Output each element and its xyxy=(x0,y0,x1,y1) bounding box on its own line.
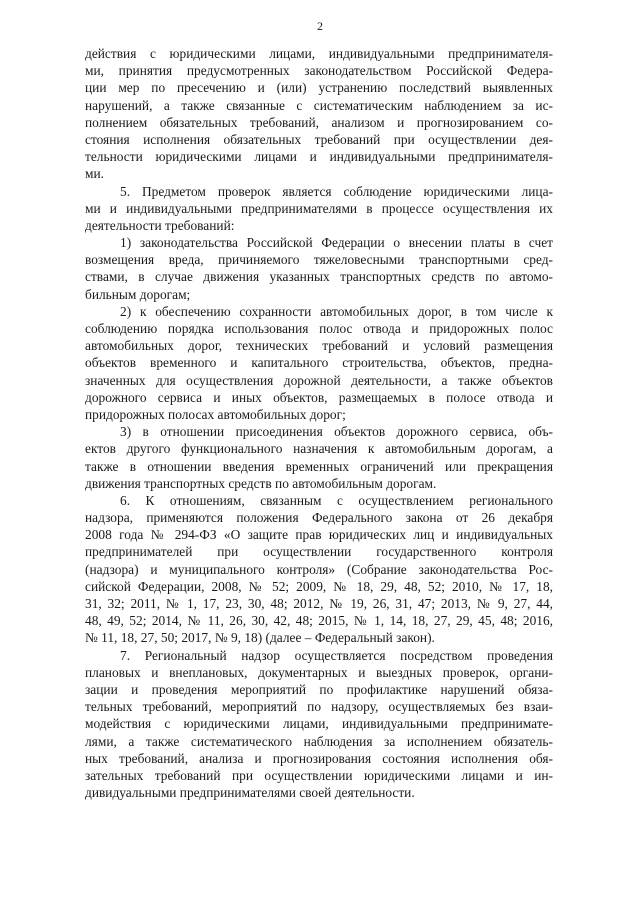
text-line: полнением обязательных требований, анализом и прогнозированием со- xyxy=(85,114,553,130)
text-line: также в отношении введения временных ограничений или прекращения xyxy=(85,458,553,474)
text-line: 2008 года № 294-ФЗ «О защите прав юридических лиц и индивидуальных xyxy=(85,527,553,543)
text-line: зательных требований при осуществлении юридическими лицами и ин- xyxy=(85,767,553,783)
text-line: придорожных полосах автомобильных дорог; xyxy=(85,406,346,422)
text-line: ектов другого функционального назначения к автомобильным дорогам, а xyxy=(85,441,553,457)
text-line: 31, 32; 2011, № 1, 17, 23, 30, 48; 2012, № 19, 26, 31, 47; 2013, № 9, 27, 44, xyxy=(85,596,553,611)
paragraph xyxy=(85,45,553,183)
text-line: ми, принятия предусмотренных законодательством Российской Федера- xyxy=(85,63,553,79)
text-line: возмещения вреда, причиняемого тяжеловесными транспортными сред- xyxy=(85,252,553,268)
text-line: деятельности требований: xyxy=(85,217,235,233)
text-line: стояния исполнения обязательных требований при осуществлении дея- xyxy=(85,131,553,147)
text-line: ми и индивидуальными предпринимателями в процессе осуществления их xyxy=(85,200,553,216)
text-line: 3) в отношении присоединения объектов дорожного сервиса, объ- xyxy=(120,424,553,440)
text-line: предпринимателей при осуществлении государственного контроля xyxy=(85,544,553,560)
paragraph xyxy=(85,303,553,423)
paragraph xyxy=(85,183,553,235)
text-line: 7. Региональный надзор осуществляется посредством проведения xyxy=(120,647,553,663)
page-number: 2 xyxy=(317,19,323,33)
text-line: ции мер по пресечению и (или) устранению последствий выявленных xyxy=(85,80,553,96)
text-line: надзора, применяются положения Федерального закона от 26 декабря xyxy=(85,510,553,526)
paragraph xyxy=(85,234,553,303)
text-line: соблюдению порядка использования полос отвода и придорожных полос xyxy=(85,321,553,336)
text-line: (надзора) и муниципального контроля» (Собрание законодательства Рос- xyxy=(85,561,553,577)
text-line: дорожного сервиса и иных объектов, размещаемых в полосе отвода и xyxy=(85,389,553,405)
text-line: нарушений, а также связанные с систематическим наблюдением за ис- xyxy=(85,97,553,113)
text-line: движения транспортных средств по автомобильным дорогам. xyxy=(85,475,437,491)
text-line: 1) законодательства Российской Федерации о внесении платы в счет xyxy=(120,235,553,251)
paragraph xyxy=(85,423,553,492)
text-line: действия с юридическими лицами, индивидуальными предпринимателя- xyxy=(85,46,553,61)
text-line: бильным дорогам; xyxy=(85,286,191,302)
text-line: плановых и внеплановых, документарных и выездных проверок, органи- xyxy=(85,664,553,680)
text-line: модействия с юридическими лицами, индивидуальными предпринимате- xyxy=(85,716,553,732)
paragraph xyxy=(85,647,553,802)
text-line: 6. К отношениям, связанным с осуществлением регионального xyxy=(120,492,553,508)
text-line: лями, а также систематического наблюдения за исполнением обязатель- xyxy=(85,733,553,749)
text-line: ных требований, анализа и прогнозирования состояния исполнения обя- xyxy=(85,750,553,766)
text-line: № 11, 18, 27, 50; 2017, № 9, 18) (далее – Федеральный закон). xyxy=(85,630,435,646)
text-line: тельных требований, мероприятий по надзору, осуществляемых без взаи- xyxy=(85,699,553,715)
text-line: 5. Предметом проверок является соблюдение юридическими лица- xyxy=(120,183,553,199)
text-line: дивидуальными предпринимателями своей деятельности. xyxy=(85,785,415,801)
text-line: 2) к обеспечению сохранности автомобильных дорог, в том числе к xyxy=(120,303,553,319)
document-body xyxy=(85,45,553,801)
text-line: значенных для осуществления дорожной деятельности, а также объектов xyxy=(85,372,553,388)
text-line: автомобильных дорог, технических требований и условий размещения xyxy=(85,338,553,354)
text-line: тельности юридическими лицами и индивидуальными предпринимателя- xyxy=(85,149,553,165)
text-line: объектов временного и капитального строительства, объектов, предна- xyxy=(85,355,553,371)
text-line: зации и проведения мероприятий по профилактике нарушений обяза- xyxy=(85,681,553,697)
text-line: сийской Федерации, 2008, № 52; 2009, № 18, 29, 48, 52; 2010, № 17, 18, xyxy=(85,578,553,594)
paragraph xyxy=(85,492,553,647)
text-line: ствами, в случае движения указанных транспортных средств по автомо- xyxy=(85,269,553,285)
text-line: 48, 49, 52; 2014, № 11, 26, 30, 42, 48; 2015, № 1, 14, 18, 27, 29, 45, 48; 2016, xyxy=(85,613,553,629)
text-line: ми. xyxy=(85,166,104,182)
